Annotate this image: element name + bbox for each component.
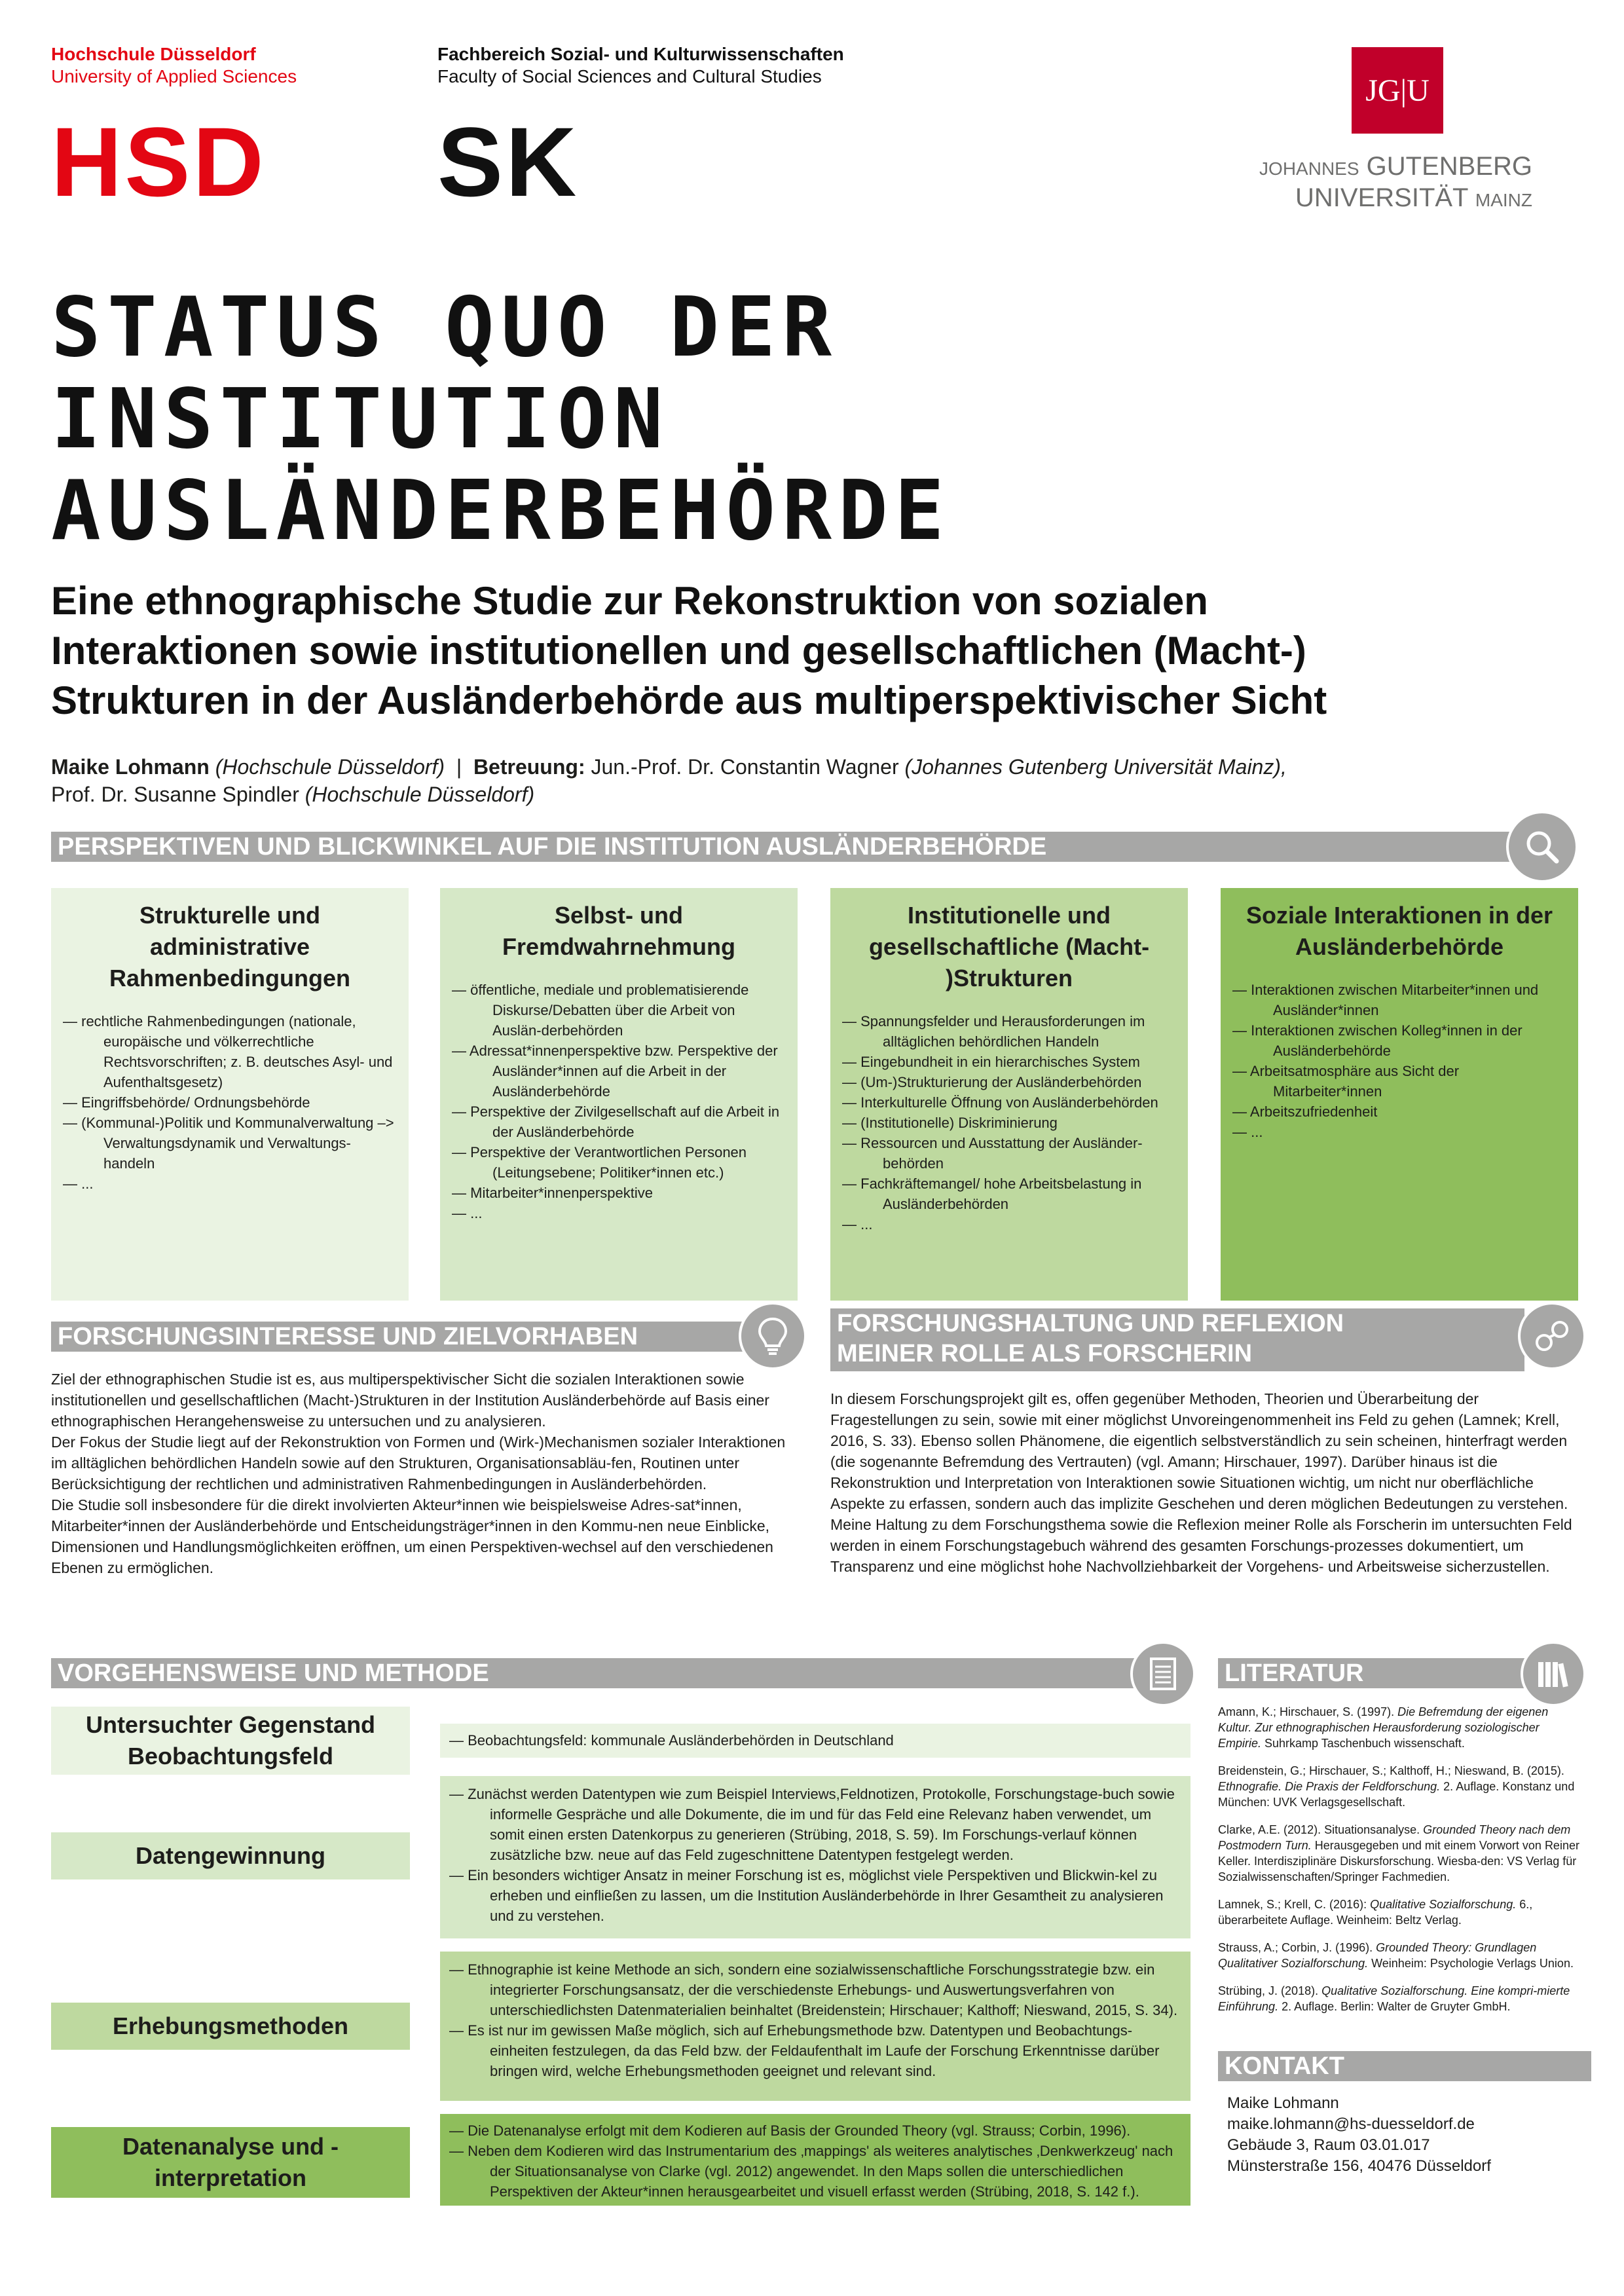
list-item: — Perspektive der Verantwortlichen Personen (Leitungsebene; Politiker*innen etc.) xyxy=(452,1142,786,1183)
literature-author: Breidenstein, G.; Hirschauer, S.; Kalthoff, H.; Nieswand, B. (2015). xyxy=(1218,1764,1564,1777)
list-item: — rechtliche Rahmenbedingungen (nationale, europäische und völkerrechtliche Rechtsvorschriften; z. B. deutsches Asyl- und Aufenthaltsgesetz) xyxy=(63,1011,397,1092)
subtitle-line-2: Interaktionen sowie institutionellen und gesellschaftlichen (Macht-) xyxy=(51,629,1306,673)
list-item: — Eingriffsbehörde/ Ordnungsbehörde xyxy=(63,1092,397,1113)
literature-publisher: Suhrkamp Taschenbuch wissenschaft. xyxy=(1261,1737,1465,1750)
literature-entry xyxy=(1218,1822,1585,1885)
list-item: — Ethnographie ist keine Methode an sich, sondern eine sozialwissenschaftliche Forschungsstrategie bzw. ein integrierter Forschungsansatz, der die verschiedenste Erhebungs- und Auswertungsverfahren von unterschiedlichsten Datenmaterialien beinhaltet (Breidenstein; Hirschauer; Kalthoff; Nieswand, 2015, S. 34). xyxy=(449,1959,1181,2020)
method-label-data-collection: Datengewinnung xyxy=(51,1832,410,1879)
magnifier-icon xyxy=(1506,811,1578,883)
faculty-name: Fachbereich Sozial- und Kulturwissenschaften xyxy=(437,44,844,64)
list-item: — Interaktionen zwischen Kolleg*innen in der Ausländerbehörde xyxy=(1232,1020,1566,1061)
jgu-mainz: MAINZ xyxy=(1475,190,1532,210)
hsd-logo: HSD xyxy=(51,107,267,217)
list-item: — Perspektive der Zivilgesellschaft auf die Arbeit in der Ausländerbehörde xyxy=(452,1102,786,1142)
literature-title: Qualitative Sozialforschung. Eine kompri-mierte Einführung. xyxy=(1218,1984,1570,2013)
literature-title: Grounded Theory: Grundlagen Qualitativer Sozialforschung. xyxy=(1218,1941,1537,1970)
list-item: — Arbeitszufriedenheit xyxy=(1232,1102,1566,1122)
list-item: — Spannungsfelder und Herausforderungen im alltäglichen behördlichen Handeln xyxy=(842,1011,1176,1052)
title-line-2: INSTITUTION xyxy=(51,371,670,467)
list-item: — ... xyxy=(63,1174,397,1194)
method-label-analysis: Datenanalyse und -interpretation xyxy=(51,2127,410,2198)
research-attitude-p2: Meine Haltung zu dem Forschungsthema sowie die Reflexion meiner Rolle als Forscherin im untersuchten Feld werden in einem Forschungstagebuch während des gesamten Forschungs-prozesses dokumentiert, um Transparenz und eine möglichst hohe Nachvollziehbarkeit der Vorgehens- und Arbeitsweise sicherzustellen. xyxy=(830,1516,1572,1575)
literature-author: Clarke, A.E. (2012). Situationsanalyse. xyxy=(1218,1823,1424,1836)
research-attitude-heading-line-1: FORSCHUNGSHALTUNG UND REFLEXION xyxy=(837,1310,1344,1337)
perspective-title: Selbst- und Fremdwahrnehmung xyxy=(502,902,736,960)
literature-publisher: 2. Auflage. Konstanz und München: UVK Verlagsgesellschaft. xyxy=(1218,1780,1575,1809)
research-attitude-text xyxy=(830,1388,1577,1577)
perspective-box-power-structures xyxy=(830,888,1188,1301)
literature-publisher: Herausgegeben und mit einem Vorwort von Reiner Keller. Interdisziplinäre Diskursforschung. Wiesba-den: VS Verlag für Sozialwissenschaften/Springer Fachmedien. xyxy=(1218,1839,1579,1883)
contact-heading: KONTAKT xyxy=(1218,2051,1591,2081)
lightbulb-icon xyxy=(739,1302,807,1370)
method-content-survey-methods xyxy=(440,1952,1190,2101)
research-interest-p3: Die Studie soll insbesondere für die direkt involvierten Akteur*innen wie beispielsweise Adres-sat*innen, Mitarbeiter*innen der Ausländerbehörde und Entscheidungsträger*innen in den Kommu-nen neue Einblicke, Dimensionen und Handlungsmöglichkeiten eröffnen, um einen Perspektiven-wechsel auf den verschiedenen Ebenen zu ermöglichen. xyxy=(51,1496,773,1576)
literature-author: Amann, K.; Hirschauer, S. (1997). xyxy=(1218,1705,1398,1718)
method-content-subject xyxy=(440,1724,1190,1758)
books-icon xyxy=(1521,1641,1586,1707)
list-item: — öffentliche, mediale und problematisierende Diskurse/Debatten über die Arbeit von Auslän-derbehörden xyxy=(452,980,786,1041)
list-item: — Ressourcen und Ausstattung der Ausländer-behörden xyxy=(842,1133,1176,1174)
subtitle-line-3: Strukturen in der Ausländerbehörde aus multiperspektivischer Sicht xyxy=(51,678,1327,722)
title-line-1: STATUS QUO DER xyxy=(51,279,839,375)
research-interest-p1: Ziel der ethnographischen Studie ist es, aus multiperspektivischer Sicht die sozialen Interaktionen sowie institutionellen und gesellschaftlichen (Macht-)Strukturen in der Institution Ausländerbehörde auf Basis einer ethnographischen Herangehensweise zu untersuchen und zu analysieren. xyxy=(51,1371,769,1430)
perspective-box-perception xyxy=(440,888,798,1301)
literature-entry xyxy=(1218,1983,1585,2014)
method-content-analysis xyxy=(440,2114,1190,2206)
jgu-universitaet: UNIVERSITÄT xyxy=(1295,183,1468,212)
literature-publisher: 2. Auflage. Berlin: Walter de Gruyter GmbH. xyxy=(1278,2000,1511,2013)
perspectives-heading: PERSPEKTIVEN UND BLICKWINKEL AUF DIE INSTITUTION AUSLÄNDERBEHÖRDE xyxy=(51,832,1519,862)
contact-room: Gebäude 3, Raum 03.01.017 xyxy=(1227,2136,1430,2154)
faculty-name-block xyxy=(437,43,844,88)
author-name: Maike Lohmann xyxy=(51,755,210,779)
list-item: — Interaktionen zwischen Mitarbeiter*innen und Ausländer*innen xyxy=(1232,980,1566,1020)
method-content-data-collection xyxy=(440,1776,1190,1938)
hsd-name-block xyxy=(51,43,297,88)
literature-title: Grounded Theory nach dem Postmodern Turn. xyxy=(1218,1823,1571,1852)
jgu-logo-text xyxy=(1205,152,1532,215)
list-item: — Neben dem Kodieren wird das Instrumentarium des ‚mappings' als weiteres analytisches ‚Denkwerkzeug' nach der Situationsanalyse von Clarke (vgl. 2012) angewendet. In den Maps sollen die unterschiedlichen Perspektiven der Akteur*innen herausgearbeitet und visuell erfasst werden (Strübing, 2018, S. 142 f.). xyxy=(449,2141,1181,2202)
list-item: — (Um-)Strukturierung der Ausländerbehörden xyxy=(842,1072,1176,1092)
literature-entry xyxy=(1218,1940,1585,1971)
research-attitude-p1: In diesem Forschungsprojekt gilt es, offen gegenüber Methoden, Theorien und Überarbeitung der Fragestellungen zu sein, sowie mit einer möglichst Unvoreingenommenheit ins Feld zu gehen (Lamnek; Krell, 2016, S. 33). Ebenso sollen Phänomene, die eigentlich selbstverständlich zu sein scheinen, hinterfragt werden (die sogenannte Befremdung des Vertrauten) (vgl. Amann; Hirschauer, 1997). Darüber hinaus ist die Rekonstruktion und Interpretation von Interaktionen sowie Situationen wichtig, um nicht nur oberflächliche Aspekte zu erfassen, sondern auch das implizite Geschehen und deren möglichen Bedeutungen zu verstehen. xyxy=(830,1390,1568,1512)
list-item: — Zunächst werden Datentypen wie zum Beispiel Interviews,Feldnotizen, Protokolle, Forschungstage-buch sowie informelle Gespräche und alle Dokumente, die im und für das Feld eine Relevanz haben verwendet, um somit einen ersten Datenkorpus zu generieren (Strübing, 2018, S. 59). Im Forschungs-verlauf können zusätzliche bzw. neue auf das Feld zugeschnittene Datentypen festgelegt werden. xyxy=(449,1784,1181,1865)
literature-author: Strübing, J. (2018). xyxy=(1218,1984,1322,1997)
glasses-icon xyxy=(1518,1302,1586,1370)
hsd-name: Hochschule Düsseldorf xyxy=(51,44,256,64)
research-attitude-heading-line-2: MEINER ROLLE ALS FORSCHERIN xyxy=(837,1340,1253,1367)
literature-title: Die Befremdung der eigenen Kultur. Zur ethnographischen Herausforderung soziologischer Empirie. xyxy=(1218,1705,1549,1750)
list-item: — Es ist nur im gewissen Maße möglich, sich auf Erhebungsmethode bzw. Datentypen und Beobachtungs-einheiten festzulegen, da das Feld bzw. der Feldaufenthalt im Laufe der Forschung Erkenntnisse darüber bringen wird, welche Erhebungsmethoden geeignet und relevant sind. xyxy=(449,2020,1181,2081)
perspective-title: Soziale Interaktionen in der Ausländerbehörde xyxy=(1246,902,1553,960)
literature-publisher: Weinheim: Psychologie Verlags Union. xyxy=(1368,1957,1574,1970)
research-attitude-heading xyxy=(830,1308,1524,1371)
supervisor-2-affiliation: (Hochschule Düsseldorf) xyxy=(304,783,535,806)
notepad-icon xyxy=(1130,1641,1196,1707)
list-item: — Arbeitsatmosphäre aus Sicht der Mitarbeiter*innen xyxy=(1232,1061,1566,1102)
research-interest-heading: FORSCHUNGSINTERESSE UND ZIELVORHABEN xyxy=(51,1322,745,1352)
method-label-survey-methods: Erhebungsmethoden xyxy=(51,2003,410,2050)
contact-block xyxy=(1227,2093,1581,2177)
list-item: — Die Datenanalyse erfolgt mit dem Kodieren auf Basis der Grounded Theory (vgl. Strauss; Corbin, 1996). xyxy=(449,2120,1181,2141)
perspective-box-structural xyxy=(51,888,409,1301)
literature-entry xyxy=(1218,1704,1585,1751)
literature-author: Lamnek, S.; Krell, C. (2016): xyxy=(1218,1898,1371,1911)
literature-title: Qualitative Sozialforschung. xyxy=(1370,1898,1517,1911)
method-heading: VORGEHENSWEISE UND METHODE xyxy=(51,1658,1164,1688)
list-item: — Adressat*innenperspektive bzw. Perspektive der Ausländer*innen auf die Arbeit in der Ausländerbehörde xyxy=(452,1041,786,1102)
supervisor-2: Prof. Dr. Susanne Spindler xyxy=(51,783,299,806)
list-item: — (Kommunal-)Politik und Kommunalverwaltung –> Verwaltungsdynamik und Verwaltungs-handeln xyxy=(63,1113,397,1174)
literature-publisher: 6., überarbeitete Auflage. Weinheim: Beltz Verlag. xyxy=(1218,1898,1533,1927)
jgu-johannes: JOHANNES xyxy=(1259,158,1359,179)
list-item: — Beobachtungsfeld: kommunale Ausländerbehörden in Deutschland xyxy=(449,1730,1181,1750)
list-item: — Mitarbeiter*innenperspektive xyxy=(452,1183,786,1203)
sk-logo: SK xyxy=(437,107,580,217)
jgu-gutenberg: GUTENBERG xyxy=(1366,152,1532,181)
contact-name: Maike Lohmann xyxy=(1227,2094,1339,2112)
contact-email[interactable]: maike.lohmann@hs-duesseldorf.de xyxy=(1227,2115,1475,2133)
faculty-subname: Faculty of Social Sciences and Cultural Studies xyxy=(437,66,822,86)
literature-entry xyxy=(1218,1897,1585,1928)
supervisor-1: Jun.-Prof. Dr. Constantin Wagner xyxy=(591,755,899,779)
jgu-logo-badge: JG|U xyxy=(1352,47,1443,134)
list-item: — (Institutionelle) Diskriminierung xyxy=(842,1113,1176,1133)
literature-list xyxy=(1218,1704,1585,2026)
list-item: — Eingebundheit in ein hierarchisches System xyxy=(842,1052,1176,1072)
title-line-3: AUSLÄNDERBEHÖRDE xyxy=(51,462,951,559)
authors xyxy=(51,753,1596,808)
supervision-label: Betreuung: xyxy=(473,755,585,779)
list-item: — ... xyxy=(842,1214,1176,1234)
research-interest-text xyxy=(51,1369,798,1578)
author-affiliation: (Hochschule Düsseldorf) xyxy=(215,755,445,779)
author-separator: | xyxy=(456,755,462,779)
method-label-subject: Untersuchter Gegenstand Beobachtungsfeld xyxy=(51,1707,410,1775)
literature-title: Ethnografie. Die Praxis der Feldforschung. xyxy=(1218,1780,1441,1793)
page-title xyxy=(51,279,951,559)
research-interest-p2: Der Fokus der Studie liegt auf der Rekonstruktion von Formen und (Wirk-)Mechanismen sozialer Interaktionen im alltäglichen behördlichen Handeln sowie auf den Strukturen, Organisationsabläu-fen, Routinen unter Berücksichtigung der rechtlichen und administrativen Rahmenbedingungen in Ausländerbehörden. xyxy=(51,1434,786,1492)
perspective-title: Strukturelle und administrative Rahmenbedingungen xyxy=(109,902,350,991)
list-item: — Interkulturelle Öffnung von Ausländerbehörden xyxy=(842,1092,1176,1113)
list-item: — Fachkräftemangel/ hohe Arbeitsbelastung in Ausländerbehörden xyxy=(842,1174,1176,1214)
list-item: — ... xyxy=(1232,1122,1566,1142)
hsd-subname: University of Applied Sciences xyxy=(51,66,297,86)
perspective-box-interactions xyxy=(1221,888,1578,1301)
contact-address: Münsterstraße 156, 40476 Düsseldorf xyxy=(1227,2157,1491,2175)
subtitle-line-1: Eine ethnographische Studie zur Rekonstruktion von sozialen xyxy=(51,579,1208,623)
literature-heading: LITERATUR xyxy=(1218,1658,1539,1688)
perspective-title: Institutionelle und gesellschaftliche (Macht- )Strukturen xyxy=(868,902,1150,991)
list-item: — Ein besonders wichtiger Ansatz in meiner Forschung ist es, möglichst viele Perspektiven und Blickwin-kel zu erheben und einfließen zu lassen, um die Institution Ausländerbehörde in Ihrer Gesamtheit zu analysieren und zu verstehen. xyxy=(449,1865,1181,1926)
literature-entry xyxy=(1218,1763,1585,1810)
literature-author: Strauss, A.; Corbin, J. (1996). xyxy=(1218,1941,1376,1954)
supervisor-1-affiliation: (Johannes Gutenberg Universität Mainz), xyxy=(904,755,1287,779)
list-item: — ... xyxy=(452,1203,786,1223)
subtitle xyxy=(51,576,1583,726)
